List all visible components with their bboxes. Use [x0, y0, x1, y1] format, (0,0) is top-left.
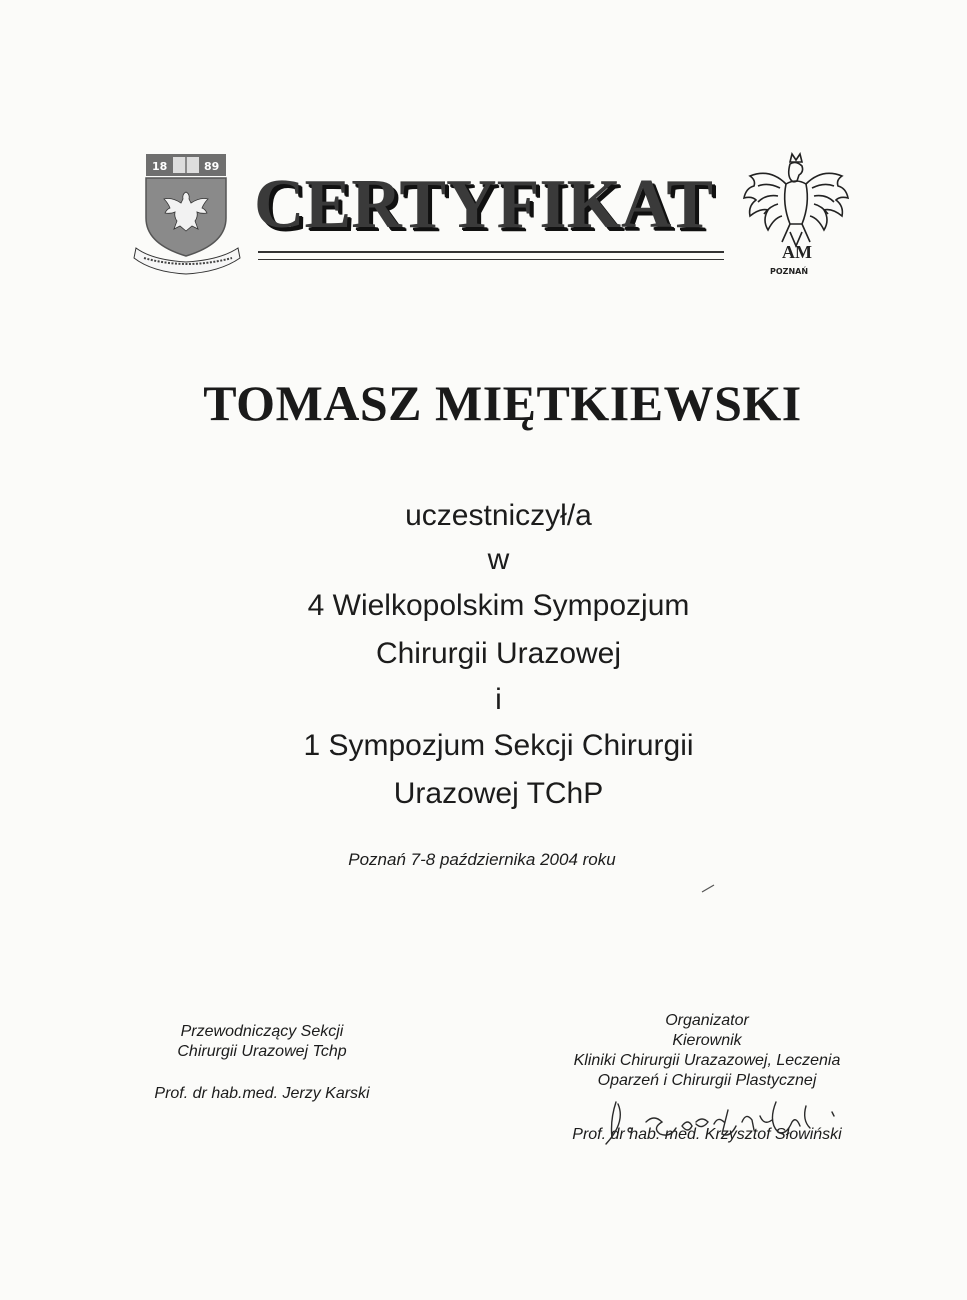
body-line-surgery: Chirurgii Urazowej — [375, 637, 622, 670]
handwritten-signature — [596, 1092, 862, 1146]
left-role-line1: Przewodniczący Sekcji — [180, 1023, 344, 1040]
certificate-body — [0, 494, 967, 818]
body-line-tchp: Urazowej TChP — [393, 777, 604, 810]
pen-stroke-mark — [700, 882, 718, 894]
body-line-symposium: 4 Wielkopolskim Sympozjum — [307, 589, 690, 622]
title-underline — [258, 251, 724, 260]
body-line-participated: uczestniczył/a — [405, 499, 592, 532]
right-role-line4: Oparzeń i Chirurgii Plastycznej — [597, 1072, 817, 1089]
right-role-line1: Organizator — [665, 1012, 749, 1029]
university-shield-eagle-icon — [132, 148, 244, 276]
date-location-line: Poznań 7-8 października 2004 roku — [348, 850, 616, 869]
left-signatory-name: Prof. dr hab.med. Jerzy Karski — [154, 1085, 370, 1102]
right-signatory-name: Prof. dr hab. med. Krzysztof Słowiński — [572, 1126, 842, 1143]
left-emblem-graphic — [132, 148, 244, 276]
left-signature-block — [112, 1022, 412, 1104]
eagle-letters: AM — [782, 242, 812, 262]
emblem-year-right: 89 — [204, 160, 220, 173]
emblem-year-left: 18 — [152, 160, 168, 173]
eagle-am-poznan-icon — [740, 150, 856, 280]
body-line-section-symposium: 1 Sympozjum Sekcji Chirurgii — [303, 729, 694, 762]
body-line-w: w — [487, 543, 510, 576]
right-role-line3: Kliniki Chirurgii Urazazowej, Leczenia — [573, 1052, 841, 1069]
recipient-name: TOMASZ MIĘTKIEWSKI — [203, 375, 802, 431]
right-emblem-graphic — [740, 150, 856, 280]
left-role-line2: Chirurgii Urazowej Tchp — [177, 1043, 347, 1060]
eagle-city: POZNAŃ — [770, 267, 809, 276]
body-line-and: i — [495, 683, 502, 716]
eagle-drawing — [744, 154, 848, 246]
right-role-line2: Kierownik — [672, 1032, 742, 1049]
certificate-title: CERTYFIKAT — [254, 166, 714, 243]
